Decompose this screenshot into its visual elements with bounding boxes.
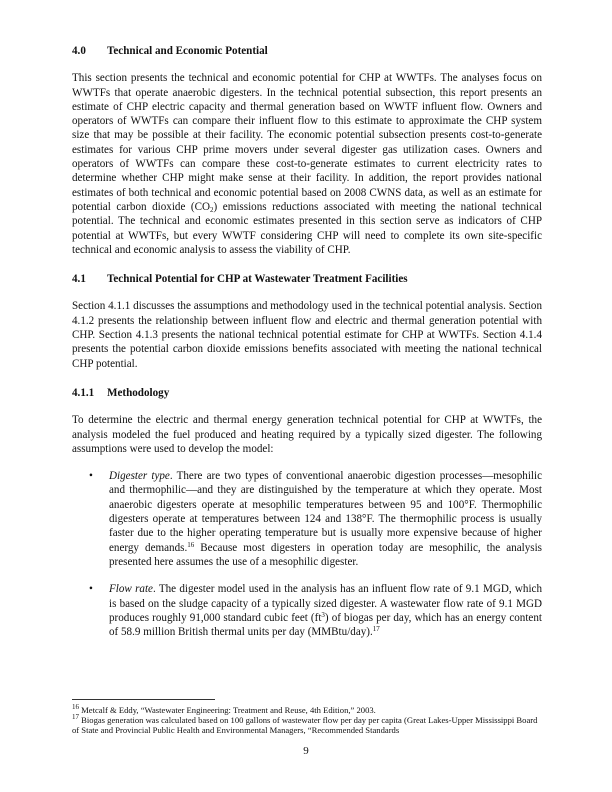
co2-subscript: 2 <box>210 205 214 214</box>
document-page <box>72 44 542 639</box>
footnote-divider <box>72 699 215 700</box>
bullet-icon: • <box>89 583 93 596</box>
list-item: • Digester type. There are two types of conventional anaerobic digestion processes—mesophilic and thermophilic—and they are distinguished by the temperature at which they operate. Most anaerobic digesters operate at mesophilic temperatures between 95 and 100°F. Thermophilic digesters operate at temperatures between 124 and 138°F. The thermophilic process is usually faster due to the higher operating temperature but is usually more expensive because of higher energy demands.$^{16}$ Because most digesters in operation today are mesophilic, the analysis presented here assumes the use of a mesophilic digester. <box>89 470 542 568</box>
page-number: 9 <box>303 745 309 757</box>
assumption-list <box>72 469 542 639</box>
subsection-paragraph: Section 4.1.1 discusses the assumptions and methodology used in the technical potential analysis. Section 4.1.2 presents the relationship between influent flow and electric and thermal generation potential with CHP. Section 4.1.3 presents the national technical potential estimate for CHP at WWTFs. Section 4.1.4 presents the potential carbon dioxide emissions benefits associated with meeting the national technical CHP potential. <box>72 300 542 370</box>
section-title: Technical and Economic Potential <box>107 45 268 57</box>
subsection-title: Technical Potential for CHP at Wastewater Treatment Facilities <box>107 273 408 286</box>
section-number: 4.0 <box>72 45 86 57</box>
subsection-number: 4.1 <box>72 273 86 286</box>
section-intro-paragraph: This section presents the technical and economic potential for CHP at WWTFs. The analyses focus on WWTFs that operate anaerobic digesters. In the technical potential subsection, this report presents an estimate of CHP electric capacity and thermal generation based on WWTF influent flow. Owners and operators of WWTFs can compare their influent flow to this estimate to approximate the CHP system size that may be possible at their facility. The economic potential subsection presents cost-to-generate estimates for various CHP prime movers under several digester gas utilization cases. Owners and operators of WWTFs can compare these cost-to-generate estimates to current electricity rates to determine whether CHP might make sense at their facility. In addition, the report provides national estimates of both technical and economic potential based on 2008 CWNS data, as well as an estimate for potential carbon dioxide $(CO_2)$ emissions reductions associated with meeting the national technical potential. The technical and economic estimates presented in this section serve as indicators of CHP potential at WWTFs, but every WWTF considering CHP will need to complete its own site-specific technical and economic analysis to assess the viability of CHP. <box>72 72 543 256</box>
footnote-16: $^{16}$ Metcalf & Eddy, “Wastewater Engineering: Treatment and Reuse, 4th Edition,” 2003. <box>72 703 376 715</box>
list-item-term: Digester type <box>109 470 170 483</box>
list-item-term: Flow rate <box>109 583 153 596</box>
footnotes <box>72 705 542 736</box>
footnote-ref-16[interactable]: 16 <box>187 540 195 549</box>
footnote-ref-17[interactable]: 17 <box>372 625 380 634</box>
methodology-number: 4.1.1 <box>72 386 95 399</box>
footnote-17: $^{17}$ Biogas generation was calculated based on 100 gallons of wastewater flow per day per capita (Great Lakes-Upper Mississippi Board of State and Provincial Public Health and Environmental Managers, “Recommended Standards <box>72 713 538 736</box>
section-heading <box>72 44 542 58</box>
subsection-heading <box>72 272 542 286</box>
methodology-heading <box>72 386 542 400</box>
cubic-superscript: 3 <box>321 610 325 619</box>
list-item: • Flow rate. The digester model used in the analysis has an influent flow rate of 9.1 MGD, which is based on the sludge capacity of a typically sized digester. A wastewater flow rate of 9.1 MGD produces roughly 91,000 standard cubic feet $(ft^3)$ of biogas per day, which has an energy content of 58.9 million British thermal units per day (MMBtu/day).$^{17}$ <box>89 583 543 639</box>
bullet-icon: • <box>89 470 93 483</box>
methodology-title: Methodology <box>107 386 170 399</box>
methodology-paragraph: To determine the electric and thermal energy generation technical potential for CHP at WWTFs, the analysis modeled the fuel produced and heating required by a typically sized digester. The following assumptions were used to develop the model: <box>72 414 542 455</box>
